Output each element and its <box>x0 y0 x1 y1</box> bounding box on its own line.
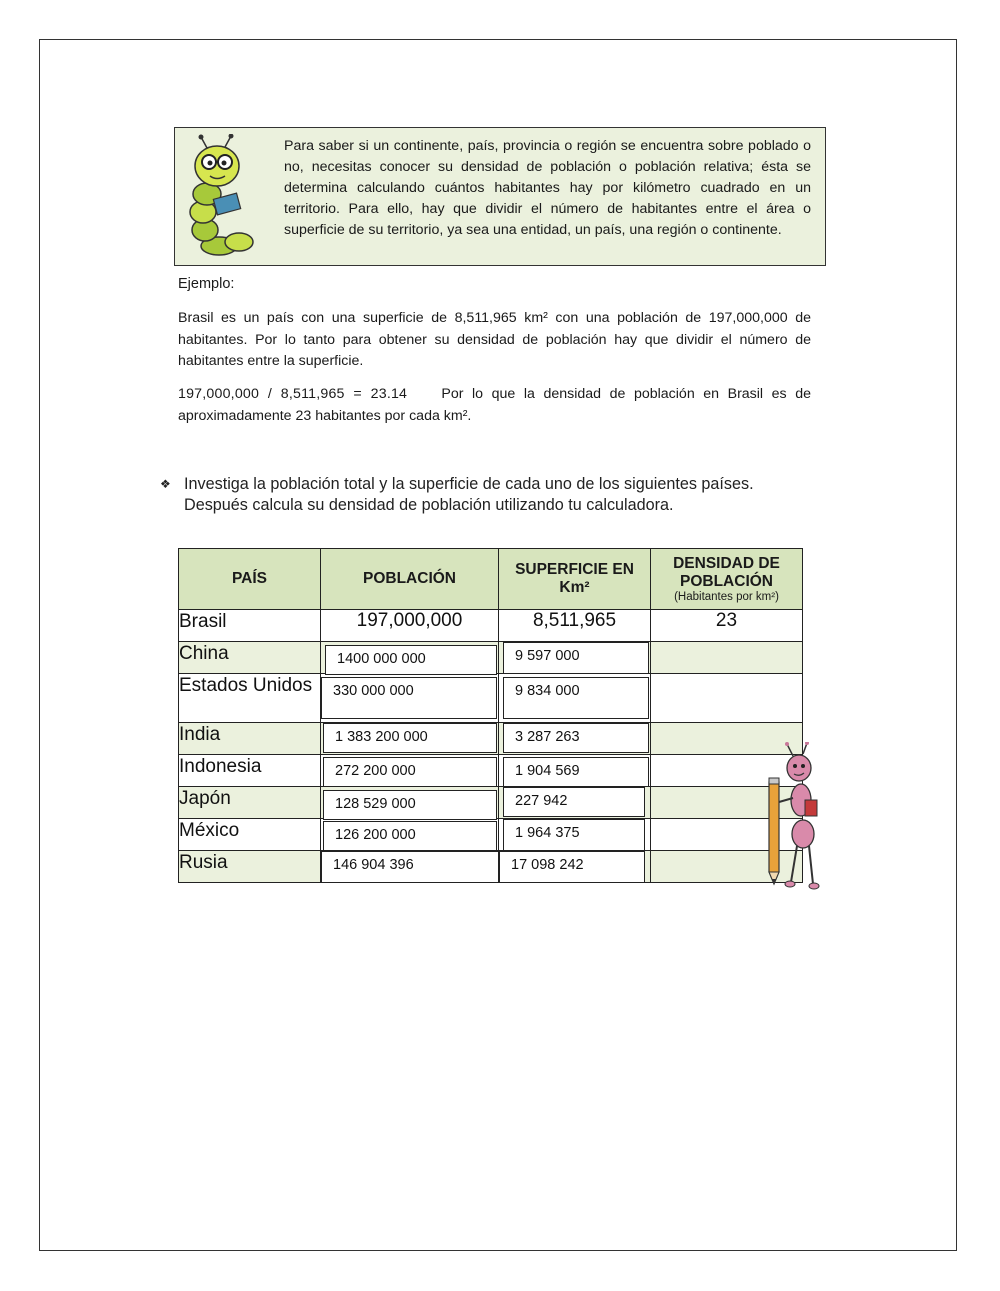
intro-box <box>174 127 826 266</box>
instruction-text: Investiga la población total y la superficie de cada uno de los siguientes países. Después calcula su densidad de población utilizando tu calculadora. <box>184 475 754 514</box>
table-row <box>179 787 803 819</box>
header-superficie: SUPERFICIE EN Km² <box>499 549 651 610</box>
poblacion-cell <box>321 723 499 755</box>
densidad-cell: 23 <box>651 610 803 642</box>
poblacion-cell: 197,000,000 <box>321 610 499 642</box>
superficie-answer-field[interactable]: 1 964 375 <box>503 819 645 851</box>
country-cell: Rusia <box>179 851 321 883</box>
superficie-cell <box>499 819 651 851</box>
header-densidad-sub: (Habitantes por km²) <box>674 591 779 603</box>
superficie-answer-field[interactable]: 9 834 000 <box>503 677 649 719</box>
density-table <box>178 548 803 883</box>
poblacion-answer-field[interactable]: 146 904 396 <box>321 851 499 883</box>
superficie-cell: 8,511,965 <box>499 610 651 642</box>
example-calculation: 197,000,000 / 8,511,965 = 23.14 <box>178 386 408 402</box>
densidad-cell[interactable] <box>651 642 803 674</box>
header-densidad-label: DENSIDAD DE POBLACIÓN <box>673 555 780 590</box>
poblacion-answer-field[interactable]: 272 200 000 <box>323 757 497 787</box>
superficie-answer-field[interactable]: 227 942 <box>503 787 645 817</box>
poblacion-cell <box>321 851 499 883</box>
ant-with-pencil-illustration <box>763 742 823 892</box>
superficie-cell <box>499 723 651 755</box>
superficie-cell <box>499 755 651 787</box>
poblacion-answer-field[interactable]: 1400 000 000 <box>325 645 497 675</box>
country-cell: Estados Unidos <box>179 674 321 723</box>
superficie-cell <box>499 674 651 723</box>
densidad-cell[interactable] <box>651 674 803 723</box>
table-row <box>179 755 803 787</box>
example-label: Ejemplo: <box>178 276 235 292</box>
bullet-icon: ❖ <box>160 477 171 491</box>
table-row <box>179 642 803 674</box>
caterpillar-illustration <box>185 134 265 260</box>
superficie-answer-field[interactable]: 3 287 263 <box>503 723 649 753</box>
superficie-answer-field[interactable]: 9 597 000 <box>503 642 649 674</box>
instruction <box>160 474 820 516</box>
superficie-answer-field[interactable]: 1 904 569 <box>503 757 649 787</box>
intro-text: Para saber si un continente, país, provincia o región se encuentra sobre poblado o no, necesitas conocer su densidad de población o población relativa; ésta se determina calculando cuántos habitantes hay por kilómetro cuadrado en un territorio. Para ello, hay que dividir el número de habitantes entre el área o superficie de su territorio, ya sea una entidad, un país, una región o continente. <box>284 138 811 238</box>
poblacion-cell <box>321 787 499 819</box>
superficie-cell <box>499 787 651 819</box>
example-calculation-paragraph <box>178 384 811 427</box>
table-row <box>179 723 803 755</box>
table-row <box>179 819 803 851</box>
country-cell: Brasil <box>179 610 321 642</box>
poblacion-answer-field[interactable]: 330 000 000 <box>321 677 497 719</box>
example-paragraph: Brasil es un país con una superficie de 8,511,965 km² con una población de 197,000,000 de habitantes. Por lo tanto para obtener su densidad de población hay que dividir el número de habitantes entre la superficie. <box>178 310 811 369</box>
poblacion-answer-field[interactable]: 128 529 000 <box>323 790 497 820</box>
country-cell: Japón <box>179 787 321 819</box>
header-poblacion: POBLACIÓN <box>321 549 499 610</box>
poblacion-cell <box>321 674 499 723</box>
poblacion-cell <box>321 819 499 851</box>
poblacion-cell <box>321 642 499 674</box>
table-row <box>179 674 803 723</box>
table-header-row <box>179 549 803 610</box>
header-pais: PAÍS <box>179 549 321 610</box>
example-conclusion: Por lo que la densidad de población en Brasil es de aproximadamente 23 habitantes por cada km². <box>178 386 811 424</box>
poblacion-answer-field[interactable]: 126 200 000 <box>323 821 497 851</box>
superficie-cell <box>499 642 651 674</box>
country-cell: India <box>179 723 321 755</box>
superficie-answer-field[interactable]: 17 098 242 <box>499 851 645 883</box>
poblacion-cell <box>321 755 499 787</box>
header-densidad <box>651 549 803 610</box>
country-cell: Indonesia <box>179 755 321 787</box>
country-cell: México <box>179 819 321 851</box>
table-row <box>179 610 803 642</box>
table-row <box>179 851 803 883</box>
poblacion-answer-field[interactable]: 1 383 200 000 <box>323 723 497 753</box>
superficie-cell <box>499 851 651 883</box>
country-cell: China <box>179 642 321 674</box>
